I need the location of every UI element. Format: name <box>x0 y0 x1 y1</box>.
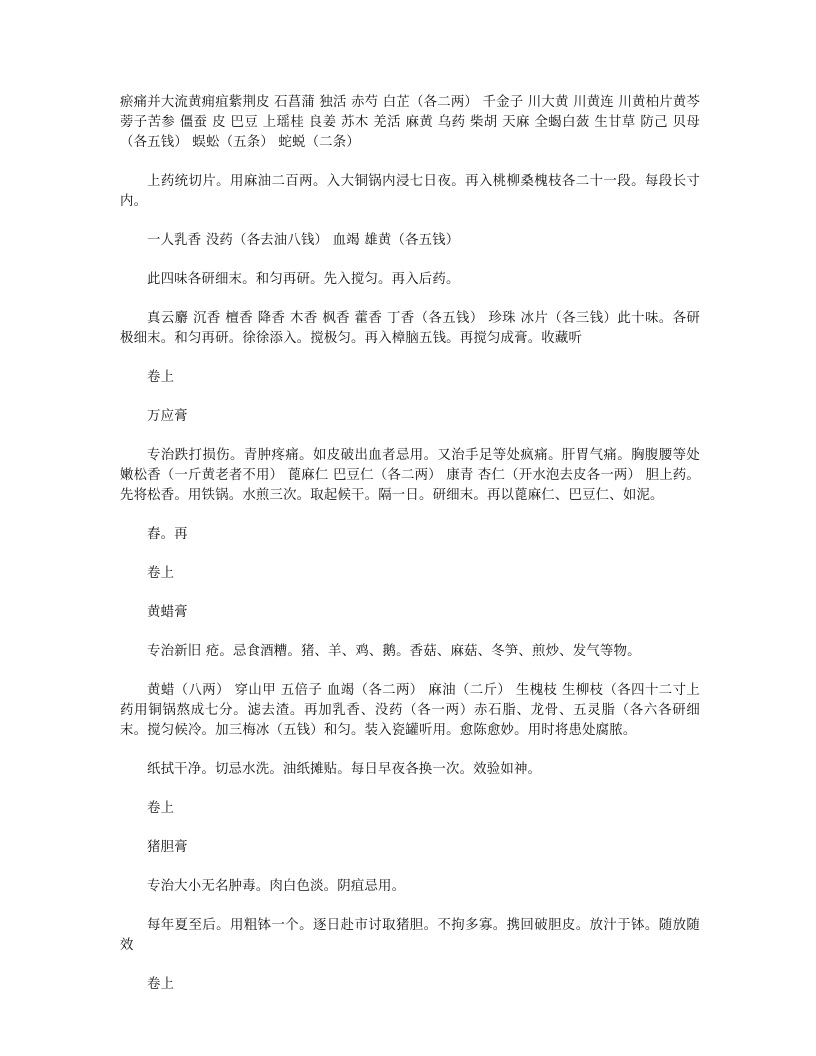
paragraph-preparation: 每年夏至后。用粗钵一个。逐日赴市讨取猪胆。不拘多寡。携回破胆皮。放汁于钵。随放随效 <box>120 918 700 953</box>
paragraph-fragment: 舂。再 <box>147 527 188 542</box>
paragraph-indications: 专治新旧 疮。忌食酒糟。猪、羊、鸡、鹅。香菇、麻菇、冬笋、煎炒、发气等物。 <box>147 644 641 659</box>
section-marker: 卷上 <box>147 801 175 816</box>
paragraph-ingredients-2: 一人乳香 没药（各去油八钱） 血竭 雄黄（各五钱） <box>147 233 460 248</box>
paragraph-indications: 专治跌打损伤。青肿疼痛。如皮破出血者忌用。又治手足等处疯痛。肝胃气痛。胸腹腰等处嫩松香（一斤黄老者不用） 蓖麻仁 巴豆仁（各二两） 康青 杏仁（开水泡去皮各一两） 胆上药。先将松香。用铁锅。水煎三次。取起候干。隔一日。研细末。再以蓖麻仁、巴豆仁、如泥。 <box>120 448 700 503</box>
section-marker: 卷上 <box>147 370 175 385</box>
section-marker: 卷上 <box>147 977 175 992</box>
paragraph-ingredients: 黄蜡（八两） 穿山甲 五倍子 血竭（各二两） 麻油（二斤） 生槐枝 生柳枝（各四十二寸上药用铜锅熬成七分。滤去渣。再加乳香、没药（各一两）赤石脂、龙骨、五灵脂（各六各研细末。搅匀候冷。加三梅冰（五钱）和匀。装入瓷罐听用。愈陈愈妙。用时将患处腐脓。 <box>120 683 700 738</box>
paragraph-indications: 专治大小无名肿毒。肉白色淡。阴疽忌用。 <box>147 879 406 894</box>
section-marker: 卷上 <box>147 566 175 581</box>
paragraph-ingredients-list: 瘀痛并大流黄痈疽紫荆皮 石菖蒲 独活 赤芍 白芷（各二两） 千金子 川大黄 川黄连 川黄柏片黄芩蒡子苦参 僵蚕 皮 巴豆 上瑶桂 良姜 苏木 羌活 麻黄 乌药 柴胡 天麻 全蝎白蔹 生甘草 防己 贝母（各五钱） 蜈蚣（五条） 蛇蜕（二条） <box>120 95 700 150</box>
paragraph-usage: 纸拭干净。切忌水洗。油纸摊贴。每日早夜各换一次。效验如神。 <box>147 762 542 777</box>
paragraph-preparation: 上药统切片。用麻油二百两。入大铜锅内浸七日夜。再入桃柳桑槐枝各二十一段。每段长寸内。 <box>120 174 700 209</box>
recipe-title: 万应膏 <box>147 409 188 424</box>
document-page <box>120 93 700 1014</box>
recipe-title: 猪胆膏 <box>147 840 188 855</box>
paragraph-ingredients-3: 真云麝 沉香 檀香 降香 木香 枫香 藿香 丁香（各五钱） 珍珠 冰片（各三钱）此十味。各研极细末。和匀再研。徐徐添入。搅极匀。再入樟脑五钱。再搅匀成膏。收藏听 <box>120 311 700 346</box>
recipe-title: 黄蜡膏 <box>147 605 188 620</box>
paragraph-instruction: 此四味各研细末。和匀再研。先入搅匀。再入后药。 <box>147 272 460 287</box>
